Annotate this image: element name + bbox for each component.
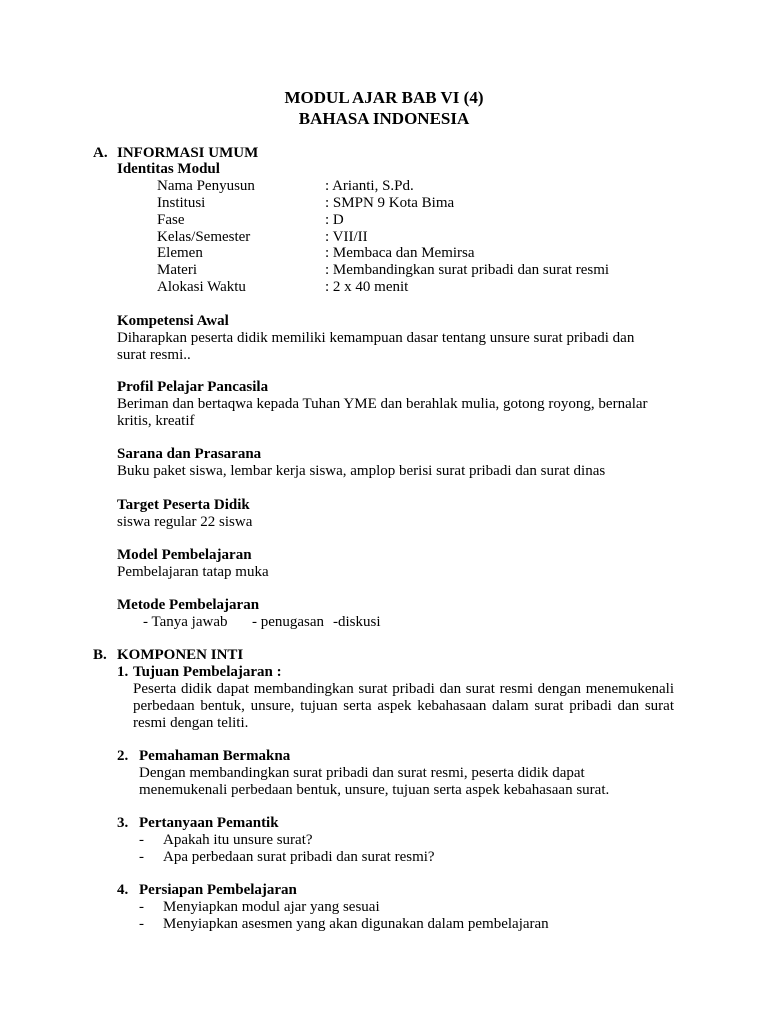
item-number: 4. [117, 882, 129, 898]
identitas-value: : Arianti, S.Pd. [325, 178, 414, 194]
section-a-heading: INFORMASI UMUM [117, 145, 259, 161]
persiapan-heading: Persiapan Pembelajaran [139, 882, 297, 898]
pertanyaan-bullet: Apakah itu unsure surat? [163, 832, 313, 848]
metode-item: -diskusi [333, 614, 381, 630]
identitas-label: Alokasi Waktu [157, 279, 246, 295]
item-number: 3. [117, 815, 129, 831]
identitas-value: : VII/II [325, 229, 368, 245]
persiapan-bullet: Menyiapkan asesmen yang akan digunakan dalam pembelajaran [163, 916, 549, 932]
model-heading: Model Pembelajaran [117, 547, 252, 563]
item-number: 1. [117, 664, 129, 680]
persiapan-bullet: Menyiapkan modul ajar yang sesuai [163, 899, 380, 915]
identitas-label: Fase [157, 212, 185, 228]
bullet-dash: - [139, 899, 144, 915]
tujuan-heading: Tujuan Pembelajaran : [133, 664, 282, 680]
kompetensi-heading: Kompetensi Awal [117, 313, 229, 329]
pemahaman-heading: Pemahaman Bermakna [139, 748, 291, 764]
pertanyaan-heading: Pertanyaan Pemantik [139, 815, 279, 831]
profil-text-line-2: kritis, kreatif [117, 413, 195, 429]
section-b-letter: B. [93, 647, 107, 663]
model-text: Pembelajaran tatap muka [117, 564, 269, 580]
pemahaman-text-line-1: Dengan membandingkan surat pribadi dan surat resmi, peserta didik dapat [139, 765, 585, 781]
identitas-label: Materi [157, 262, 197, 278]
bullet-dash: - [139, 916, 144, 932]
sarana-heading: Sarana dan Prasarana [117, 446, 262, 462]
metode-heading: Metode Pembelajaran [117, 597, 260, 613]
pemahaman-text-line-2: menemukenali perbedaan bentuk, unsure, tujuan serta aspek kebahasaan surat. [139, 782, 610, 798]
identitas-value: : SMPN 9 Kota Bima [325, 195, 455, 211]
identitas-label: Elemen [157, 245, 203, 261]
identitas-label: Kelas/Semester [157, 229, 251, 245]
target-text: siswa regular 22 siswa [117, 514, 253, 530]
profil-heading: Profil Pelajar Pancasila [117, 379, 269, 395]
kompetensi-text-line-2: surat resmi.. [117, 347, 191, 363]
identitas-value: : 2 x 40 menit [325, 279, 409, 295]
document-title-line-1: MODUL AJAR BAB VI (4) [284, 88, 484, 107]
section-b-heading: KOMPONEN INTI [117, 647, 244, 663]
section-a-letter: A. [93, 145, 108, 161]
identitas-label: Nama Penyusun [157, 178, 255, 194]
kompetensi-text-line-1: Diharapkan peserta didik memiliki kemampuan dasar tentang unsure surat pribadi dan [117, 330, 635, 346]
bullet-dash: - [139, 832, 144, 848]
metode-item: - penugasan [252, 614, 325, 630]
bullet-dash: - [139, 849, 144, 865]
identitas-label: Institusi [157, 195, 206, 211]
identitas-value: : Membaca dan Memirsa [325, 245, 475, 261]
identitas-value: : Membandingkan surat pribadi dan surat resmi [325, 262, 610, 278]
pertanyaan-bullet: Apa perbedaan surat pribadi dan surat resmi? [163, 849, 435, 865]
sarana-text: Buku paket siswa, lembar kerja siswa, amplop berisi surat pribadi dan surat dinas [117, 463, 606, 479]
identitas-value: : D [325, 212, 344, 228]
tujuan-text: Peserta didik dapat membandingkan surat pribadi dan surat resmi dengan menemukenali perbedaan bentuk, unsure, tujuan serta aspek kebahasaan dalam surat pribadi dan surat resmi dengan teliti. [133, 681, 674, 731]
profil-text-line-1: Beriman dan bertaqwa kepada Tuhan YME dan berahlak mulia, gotong royong, bernalar [117, 396, 648, 412]
identitas-heading: Identitas Modul [117, 161, 220, 177]
document-title-line-2: BAHASA INDONESIA [298, 109, 470, 128]
target-heading: Target Peserta Didik [117, 497, 250, 513]
metode-item: - Tanya jawab [143, 614, 228, 630]
item-number: 2. [117, 748, 129, 764]
